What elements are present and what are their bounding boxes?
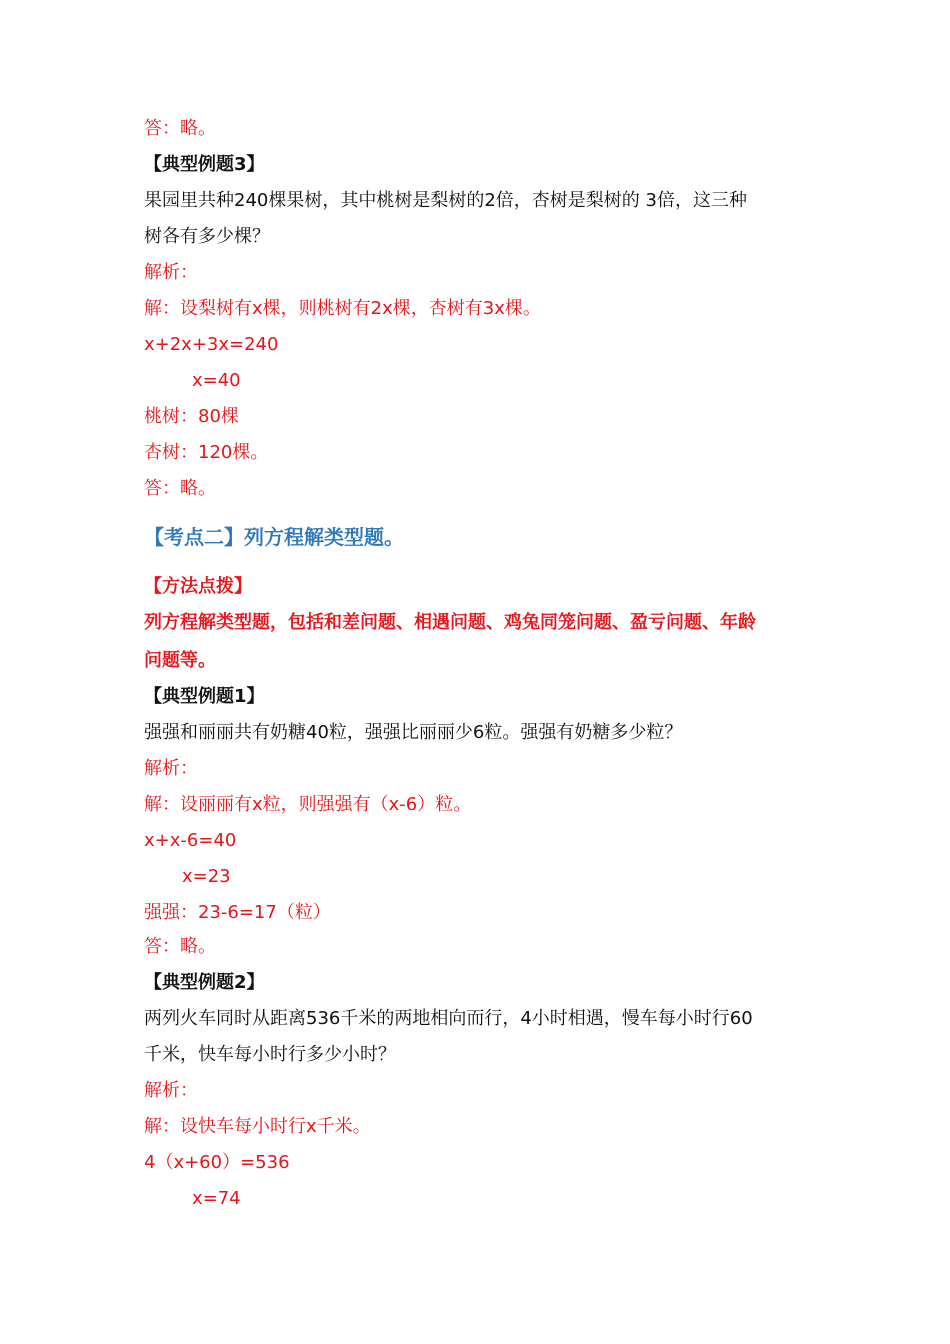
analysis-label: 解析： <box>144 1080 198 1101</box>
answer-line: 答：略。 <box>144 936 216 957</box>
method-text: 列方程解类型题，包括和差问题、相遇问题、鸡兔同笼问题、盈亏问题、年龄 <box>144 612 756 633</box>
answer-line: 答：略。 <box>144 478 216 499</box>
question-text: 千米，快车每小时行多少小时？ <box>144 1044 396 1065</box>
solution-setup: 解：设梨树有x棵，则桃树有2x棵，杏树有3x棵。 <box>144 298 541 319</box>
solution-setup: 解：设快车每小时行x千米。 <box>144 1116 371 1137</box>
result-line: 杏树：120棵。 <box>144 442 269 463</box>
answer-line: 答：略。 <box>144 118 216 139</box>
equation-solution: x=74 <box>192 1188 241 1209</box>
method-text: 问题等。 <box>144 650 216 671</box>
question-text: 强强和丽丽共有奶糖40粒，强强比丽丽少6粒。强强有奶糖多少粒？ <box>144 722 683 743</box>
solution-setup: 解：设丽丽有x粒，则强强有（x-6）粒。 <box>144 794 472 815</box>
example-title: 【典型例题3】 <box>144 154 265 175</box>
equation-line: x+x-6=40 <box>144 830 237 851</box>
question-text: 果园里共种240棵果树，其中桃树是梨树的2倍，杏树是梨树的 3倍，这三种 <box>144 190 747 211</box>
example-title: 【典型例题1】 <box>144 686 265 707</box>
section-heading: 【考点二】列方程解类型题。 <box>144 525 404 549</box>
equation-solution: x=23 <box>182 866 231 887</box>
example-title: 【典型例题2】 <box>144 972 265 993</box>
analysis-label: 解析： <box>144 262 198 283</box>
method-title: 【方法点拨】 <box>144 576 252 597</box>
question-text: 两列火车同时从距离536千米的两地相向而行，4小时相遇，慢车每小时行60 <box>144 1008 753 1029</box>
equation-line: 4（x+60）=536 <box>144 1152 290 1173</box>
equation-solution: x=40 <box>192 370 241 391</box>
question-text: 树各有多少棵？ <box>144 226 270 247</box>
equation-line: x+2x+3x=240 <box>144 334 279 355</box>
result-line: 强强：23-6=17（粒） <box>144 902 331 923</box>
result-line: 桃树：80棵 <box>144 406 239 427</box>
analysis-label: 解析： <box>144 758 198 779</box>
